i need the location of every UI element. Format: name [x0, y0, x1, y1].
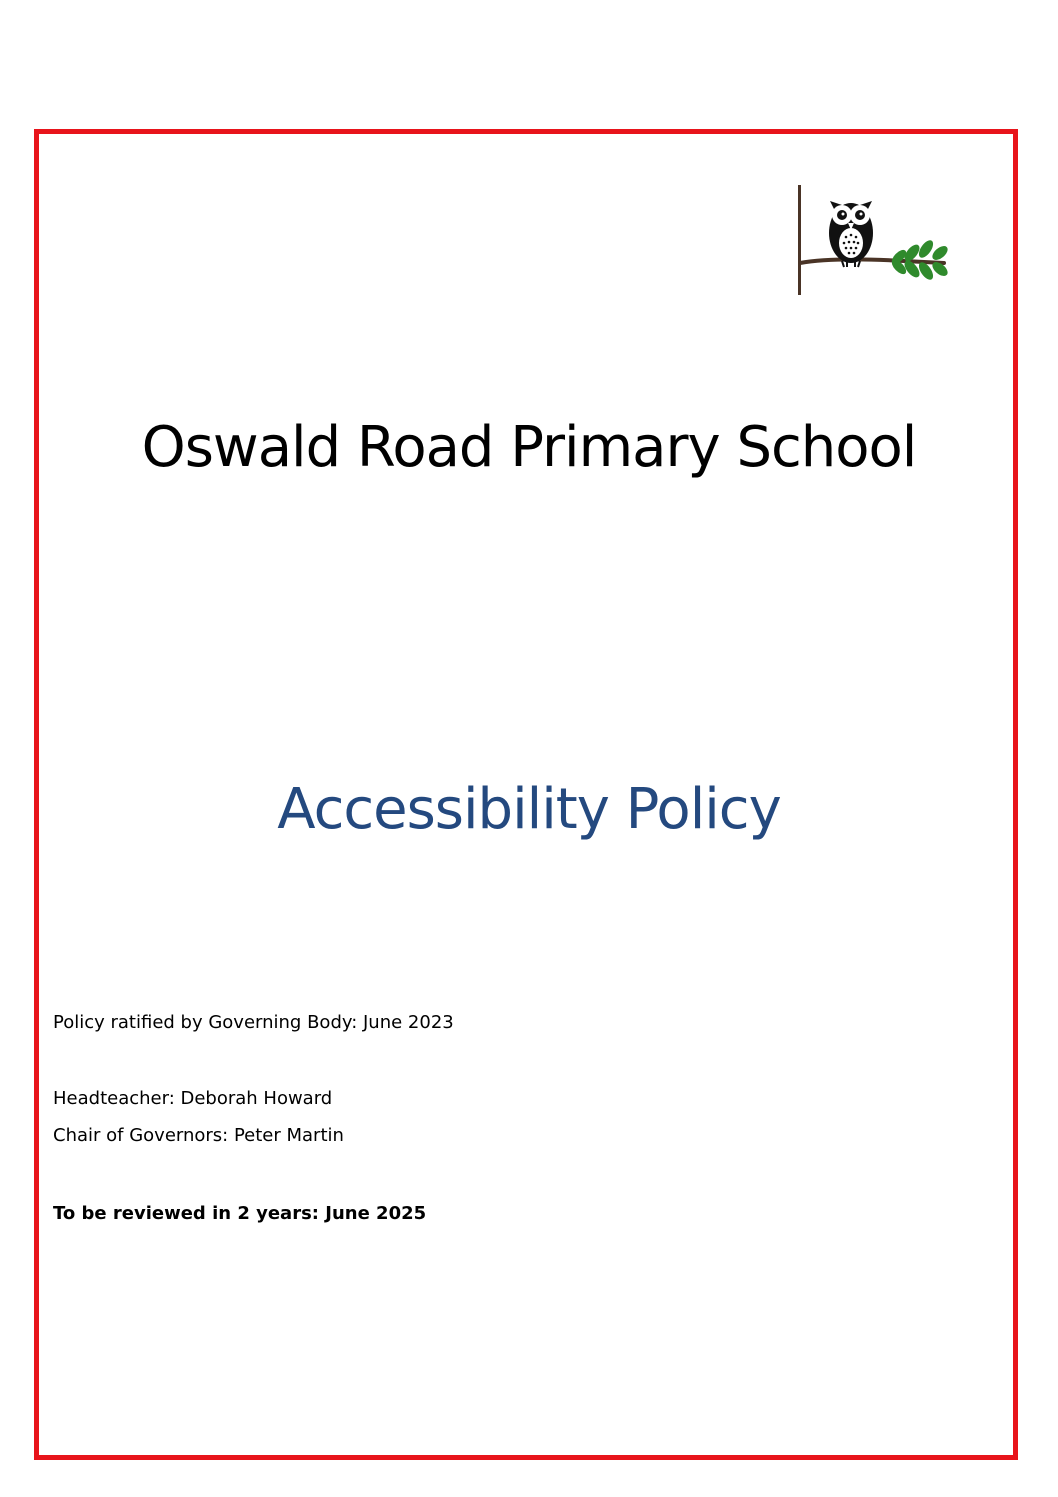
school-name: Oswald Road Primary School — [141, 415, 917, 480]
headteacher-name: Headteacher: Deborah Howard — [53, 1088, 333, 1109]
owl-on-branch-icon — [794, 183, 950, 297]
review-date: To be reviewed in 2 years: June 2025 — [53, 1203, 427, 1224]
ratified-date: Policy ratified by Governing Body: June 2023 — [53, 1012, 454, 1033]
policy-title: Accessibility Policy — [277, 777, 781, 842]
chair-of-governors: Chair of Governors: Peter Martin — [53, 1125, 344, 1146]
